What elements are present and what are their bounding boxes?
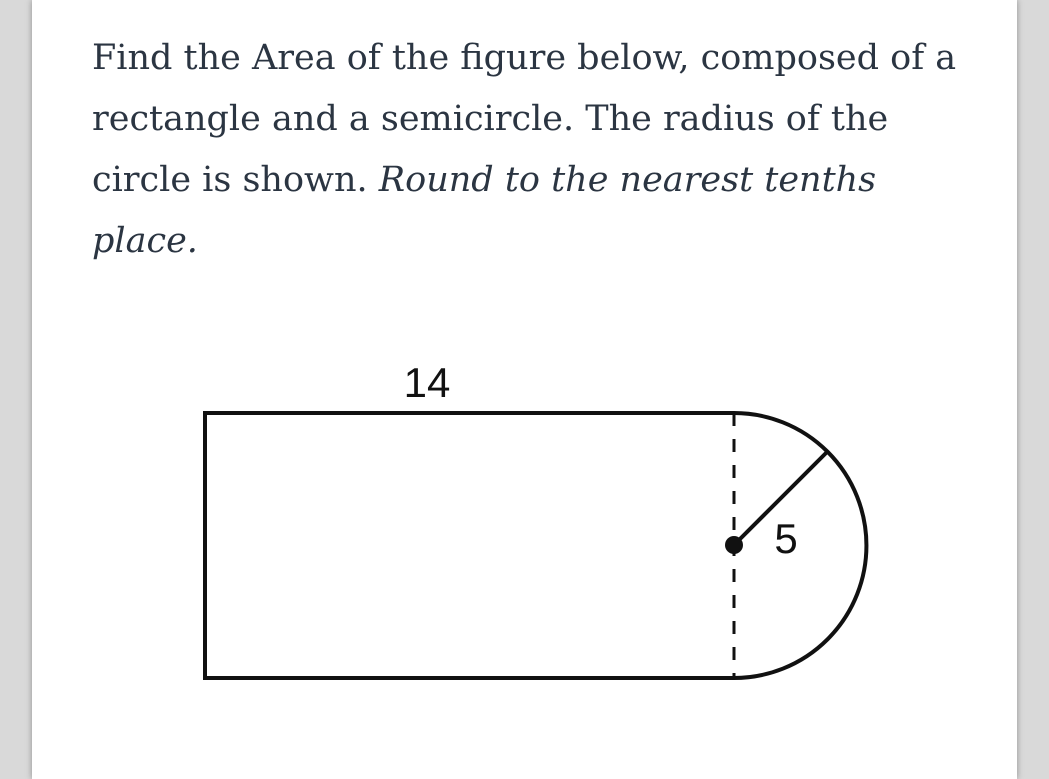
rounding-instruction: Round to the nearest tenths place.: [92, 160, 877, 261]
question-card: [32, 0, 1017, 779]
length-label-14: 14: [403, 359, 451, 406]
problem-text: Find the Area of the figure below, composed of a rectangle and a semicircle. The radius of the circle is shown.: [92, 38, 957, 200]
radius-label-5: 5: [774, 515, 798, 562]
center-point: [725, 536, 743, 554]
composite-figure: [32, 0, 1017, 779]
rectangle-outline: [205, 413, 734, 678]
semicircle-arc: [734, 413, 866, 678]
